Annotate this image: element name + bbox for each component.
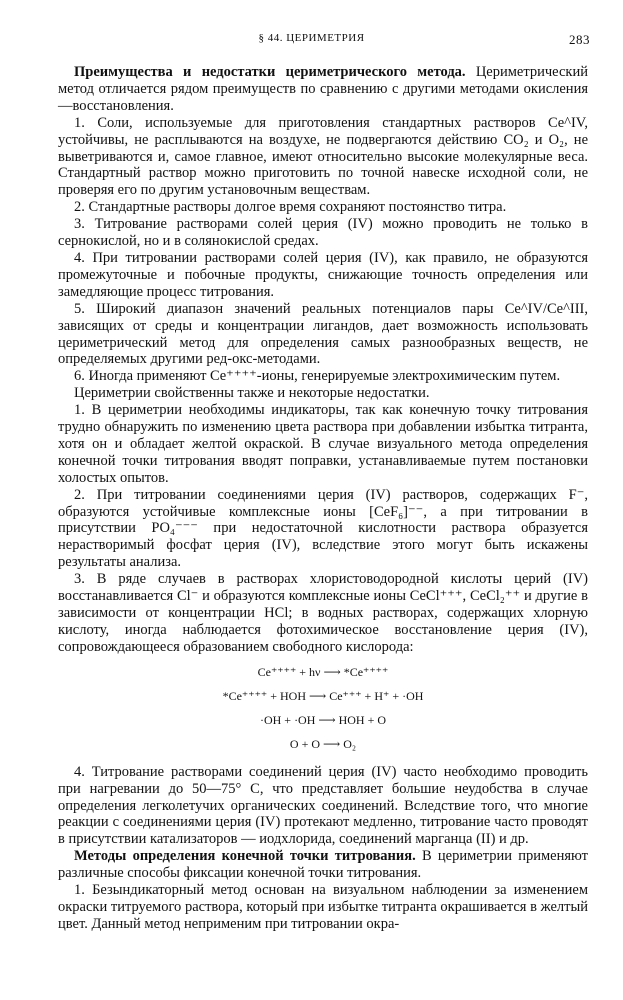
disadvantages-intro: Цериметрии свойственны также и некоторые недостатки. [74, 385, 430, 402]
methods-paragraph [58, 848, 588, 882]
advantage-1: 1. Соли, используемые для приготовления стандартных растворов Ce^IV, устойчивы, не расплываются на воздухе, не подвергаются действию CO₂ и O₂, не выветриваются и, самое главное, имеют относительно высокие молекулярные веса. Стандартный раствор можно приготовить по точной навеске исходной соли, не проверяя его по другим установочным веществам. [58, 114, 588, 199]
intro-paragraph [58, 64, 588, 115]
equation-2: *Ce⁺⁺⁺⁺ + HOH ⟶ Ce⁺⁺⁺ + H⁺ + ·OH [222, 688, 424, 703]
advantage-6: 6. Иногда применяют Ce⁺⁺⁺⁺-ионы, генерируемые электрохимическим путем. [74, 368, 561, 385]
methods-text: В цериметрии применяют различные способы фиксации конечной точки титрования. [58, 848, 588, 882]
disadvantage-1: 1. В цериметрии необходимы индикаторы, так как конечную точку титрования трудно обнаружить по изменению цвета раствора при добавлении избытка титранта, хотя он и обладает желтой окраской. В случае визуального метода определения конечной точки титрования вводят поправки, устанавливаемые путем постановки холостых опытов. [58, 402, 588, 486]
equation-1: Ce⁺⁺⁺⁺ + hν ⟶ *Ce⁺⁺⁺⁺ [257, 664, 389, 679]
equation-4: O + O ⟶ O₂ [289, 736, 357, 751]
equation-3: ·OH + ·OH ⟶ HOH + O [259, 712, 387, 727]
disadvantage-2: 2. При титровании соединениями церия (IV) растворов, содержащих F⁻, образуются устойчивые комплексные ионы [CeF₆]⁻⁻, а при титровании в присутствии PO₄⁻⁻⁻ при недостаточной кислотности раствора образуется нерастворимый фосфат церия (IV), вследствие этого могут быть искажены результаты анализа. [58, 486, 588, 571]
running-header [0, 30, 623, 52]
advantage-5: 5. Широкий диапазон значений реальных потенциалов пары Ce^IV/Ce^III, зависящих от среды и концентрации лигандов, дает возможность использовать цериметрический метод для определения самых разнообразных веществ, не определяемых другими ред-окс-методами. [58, 300, 588, 368]
section-title: § 44. ЦЕРИМЕТРИЯ [258, 32, 365, 44]
disadvantage-3: 3. В ряде случаев в растворах хлористоводородной кислоты церий (IV) восстанавливается Cl⁻ и образуются комплексные ионы CeCl⁺⁺⁺, CeCl₂⁺⁺ и другие в зависимости от концентрации HCl; в водных растворах, содержащих хлорную кислоту, иногда наблюдается фотохимическое восстановление церия (IV), сопровождающееся образованием свободного кислорода: [58, 571, 588, 655]
method-1: 1. Безындикаторный метод основан на визуальном наблюдении за изменением окраски титруемого раствора, который при избытке титранта окрашивается в желтый цвет. Данный метод неприменим при титровании окра- [58, 882, 588, 932]
advantage-4: 4. При титровании растворами солей церия (IV), как правило, не образуются промежуточные и побочные продукты, снижающие точность определения или замедляющие процесс титрования. [58, 249, 588, 300]
intro-text: Цериметрический метод отличается рядом преимуществ по сравнению с другими методами окисления—восстановления. [58, 64, 588, 114]
methods-title: Методы определения конечной точки титрования. [74, 848, 416, 865]
page-number: 283 [569, 32, 590, 47]
advantage-2: 2. Стандартные растворы долгое время сохраняют постоянство титра. [74, 199, 507, 216]
advantage-3: 3. Титрование растворами солей церия (IV) можно проводить не только в сернокислой, но и в солянокислой средах. [58, 216, 588, 250]
intro-title: Преимущества и недостатки цериметрического метода. [74, 64, 466, 80]
reaction-equations [58, 660, 588, 756]
body-text [58, 64, 588, 933]
disadvantage-4: 4. Титрование растворами соединений церия (IV) часто необходимо проводить при нагревании до 50—75° C, что представляет большие неудобства в случае определения легколетучих органических соединений. Вследствие того, что многие реакции с соединениями церия (IV) протекают медленно, титрование часто проводят в присутствии катализаторов — иодхлорида, соединений марганца (II) и др. [58, 763, 588, 848]
